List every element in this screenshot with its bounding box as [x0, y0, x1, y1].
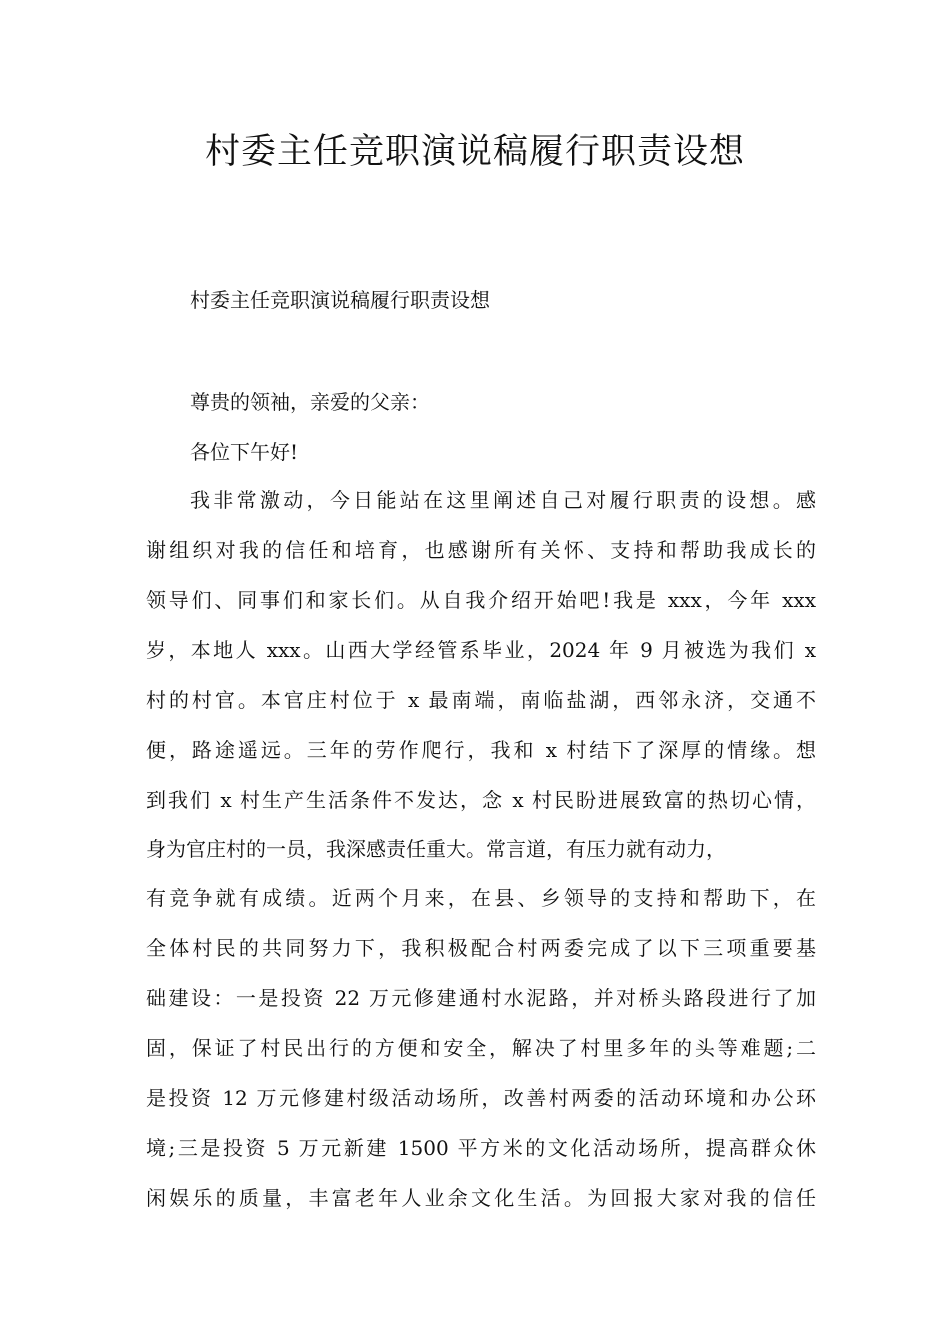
body-line: 础建设：一是投资 22 万元修建通村水泥路，并对桥头路段进行了加	[146, 986, 816, 1010]
body-line: 我非常激动，今日能站在这里阐述自己对履行职责的设想。感	[190, 488, 816, 512]
body-line: 闲娱乐的质量，丰富老年人业余文化生活。为回报大家对我的信任	[146, 1186, 816, 1210]
body-line: 固，保证了村民出行的方便和安全，解决了村里多年的头等难题;二	[146, 1036, 816, 1060]
body-line: 便，路途遥远。三年的劳作爬行，我和 x 村结下了深厚的情缘。想	[146, 738, 816, 762]
body-line: 全体村民的共同努力下，我积极配合村两委完成了以下三项重要基	[146, 936, 816, 960]
body-line: 岁，本地人 xxx。山西大学经管系毕业，2024 年 9 月被选为我们 x	[146, 638, 816, 662]
body-line: 谢组织对我的信任和培育，也感谢所有关怀、支持和帮助我成长的	[146, 538, 816, 562]
body-line: 村的村官。本官庄村位于 x 最南端，南临盐湖，西邻永济，交通不	[146, 688, 816, 712]
body-line: 到我们 x 村生产生活条件不发达，念 x 村民盼进展致富的热切心情，	[146, 788, 816, 812]
salutation: 尊贵的领袖，亲爱的父亲：	[190, 390, 430, 414]
body-line: 是投资 12 万元修建村级活动场所，改善村两委的活动环境和办公环	[146, 1086, 816, 1110]
document-title: 村委主任竞职演说稿履行职责设想	[204, 132, 745, 172]
body-line: 领导们、同事们和家长们。从自我介绍开始吧!我是 xxx，今年 xxx	[146, 588, 816, 612]
body-line: 境;三是投资 5 万元新建 1500 平方米的文化活动场所，提高群众休	[146, 1136, 816, 1160]
document-subtitle: 村委主任竞职演说稿履行职责设想	[190, 288, 490, 312]
body-line: 身为官庄村的一员，我深感责任重大。常言道，有压力就有动力，	[146, 837, 726, 861]
greeting: 各位下午好!	[190, 440, 299, 464]
body-line: 有竞争就有成绩。近两个月来，在县、乡领导的支持和帮助下，在	[146, 886, 816, 910]
